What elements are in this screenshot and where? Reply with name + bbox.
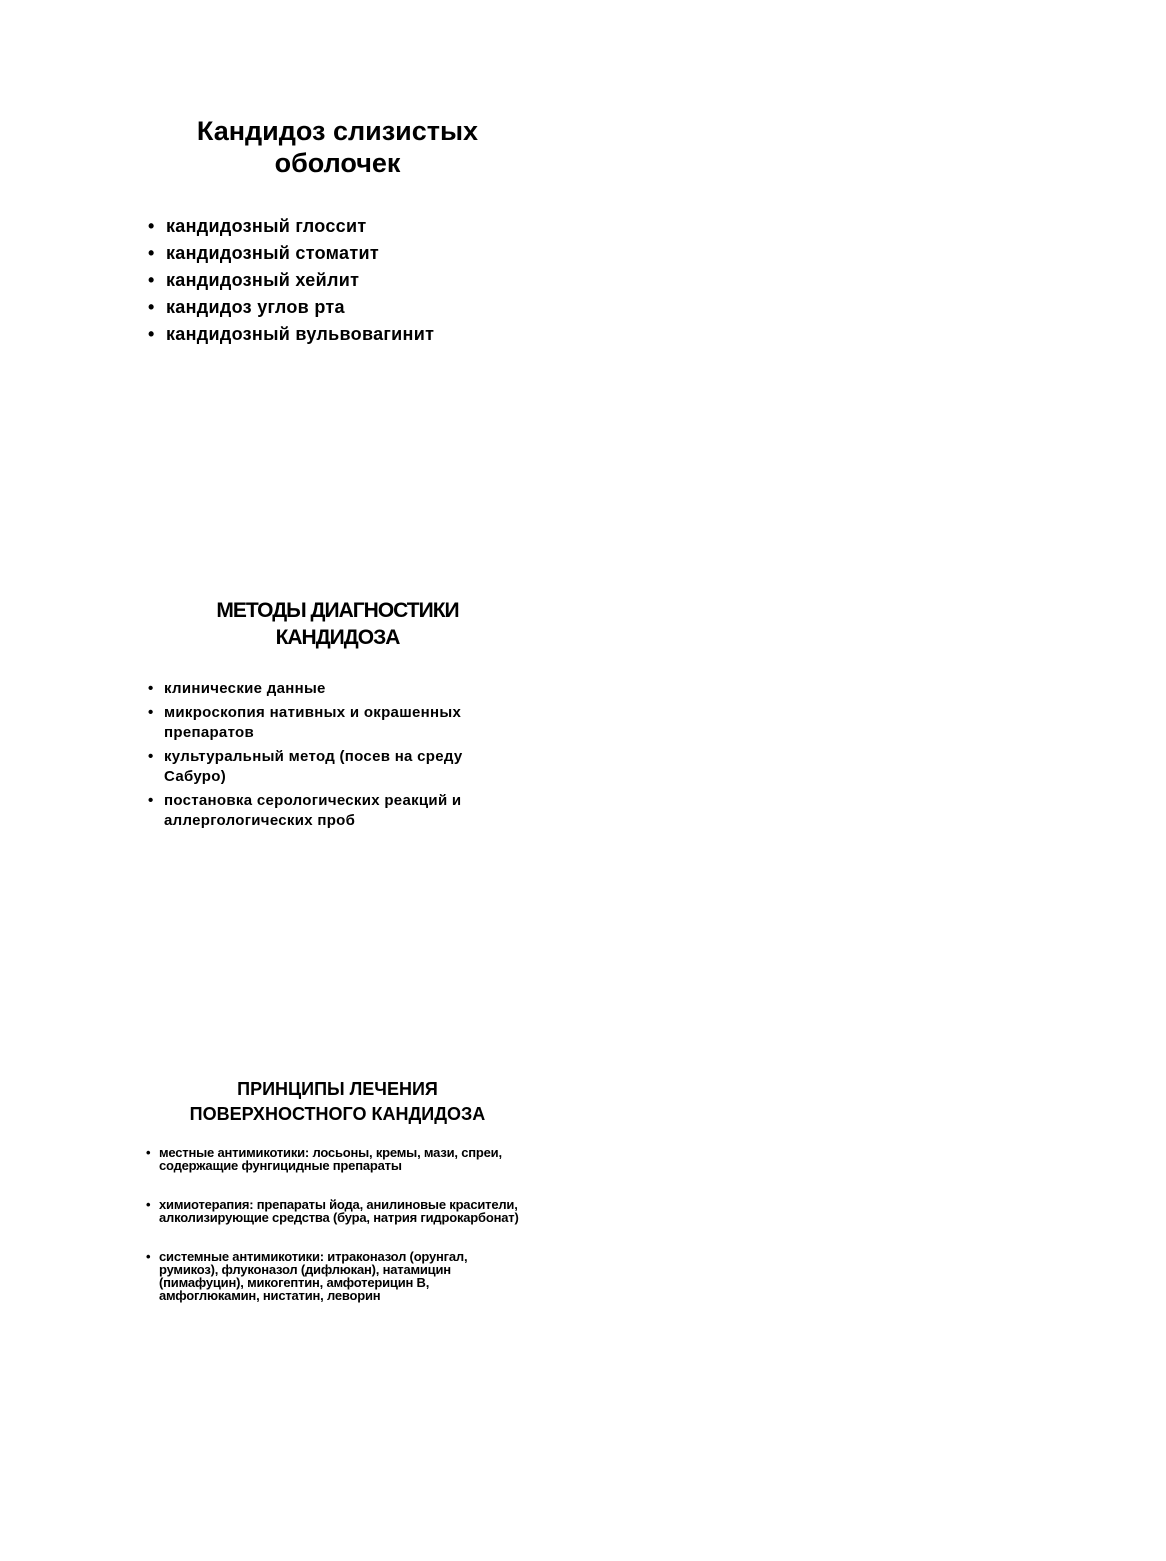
list-item — [148, 267, 535, 294]
slide-mucosal-candidiasis — [140, 115, 535, 348]
bullet-icon: • — [148, 216, 155, 236]
bullet-icon: • — [148, 748, 154, 765]
list-item-text: кандидозный вульвовагинит — [166, 324, 435, 344]
list-item-text: культуральный метод (посев на среду Сабуро) — [164, 748, 463, 785]
bullet-icon: • — [148, 270, 155, 290]
list-item — [148, 679, 514, 699]
list-item — [148, 294, 535, 321]
title-line: МЕТОДЫ ДИАГНОСТИКИ — [216, 599, 459, 622]
list-item — [148, 791, 514, 831]
list-item-text: кандидозный стоматит — [166, 243, 379, 263]
slide-treatment-principles — [140, 1077, 535, 1328]
title-line: Кандидоз слизистых — [196, 116, 479, 146]
list-item-text: кандидоз углов рта — [166, 297, 345, 317]
bullet-icon: • — [148, 324, 155, 344]
slide-title — [140, 1077, 535, 1127]
bullet-list — [148, 213, 535, 348]
list-item — [148, 747, 514, 787]
bullet-icon: • — [148, 297, 155, 317]
title-line: КАНДИДОЗА — [275, 626, 400, 649]
list-item-text: микроскопия нативных и окрашенных препаратов — [164, 704, 462, 741]
list-item-text: системные антимикотики: итраконазол (орунгал, румикоз), флуконазол (дифлюкан), натамицин (пимафуцин), микогептин, амфотерицин В, амфоглюкамин, нистатин, леворин — [159, 1249, 468, 1303]
list-item-text: кандидозный глоссит — [166, 216, 367, 236]
bullet-icon: • — [148, 243, 155, 263]
bullet-icon: • — [146, 1197, 151, 1212]
title-line: ПОВЕРХНОСТНОГО КАНДИДОЗА — [189, 1104, 486, 1124]
list-item — [146, 1198, 519, 1224]
list-item-text: клинические данные — [164, 680, 326, 697]
bullet-icon: • — [148, 792, 154, 809]
list-item — [148, 703, 514, 743]
slide-title — [140, 115, 535, 179]
list-item-text: постановка серологических реакций и аллергологических проб — [164, 792, 462, 829]
bullet-icon: • — [146, 1249, 151, 1264]
title-line: оболочек — [274, 148, 401, 178]
bullet-list — [146, 1146, 535, 1302]
slide-title — [140, 597, 535, 651]
list-item — [146, 1146, 519, 1172]
slide-diagnostic-methods — [140, 597, 535, 835]
list-item — [148, 240, 535, 267]
bullet-icon: • — [146, 1145, 151, 1160]
title-line: ПРИНЦИПЫ ЛЕЧЕНИЯ — [237, 1079, 438, 1099]
list-item — [148, 321, 535, 348]
list-item — [146, 1250, 519, 1302]
bullet-list — [148, 679, 535, 831]
list-item-text: кандидозный хейлит — [166, 270, 360, 290]
list-item-text: химиотерапия: препараты йода, анилиновые красители, алколизирующие средства (бура, натрия гидрокарбонат) — [159, 1197, 519, 1225]
list-item — [148, 213, 535, 240]
bullet-icon: • — [148, 680, 154, 697]
list-item-text: местные антимикотики: лосьоны, кремы, мази, спреи, содержащие фунгицидные препараты — [159, 1145, 502, 1173]
bullet-icon: • — [148, 704, 154, 721]
